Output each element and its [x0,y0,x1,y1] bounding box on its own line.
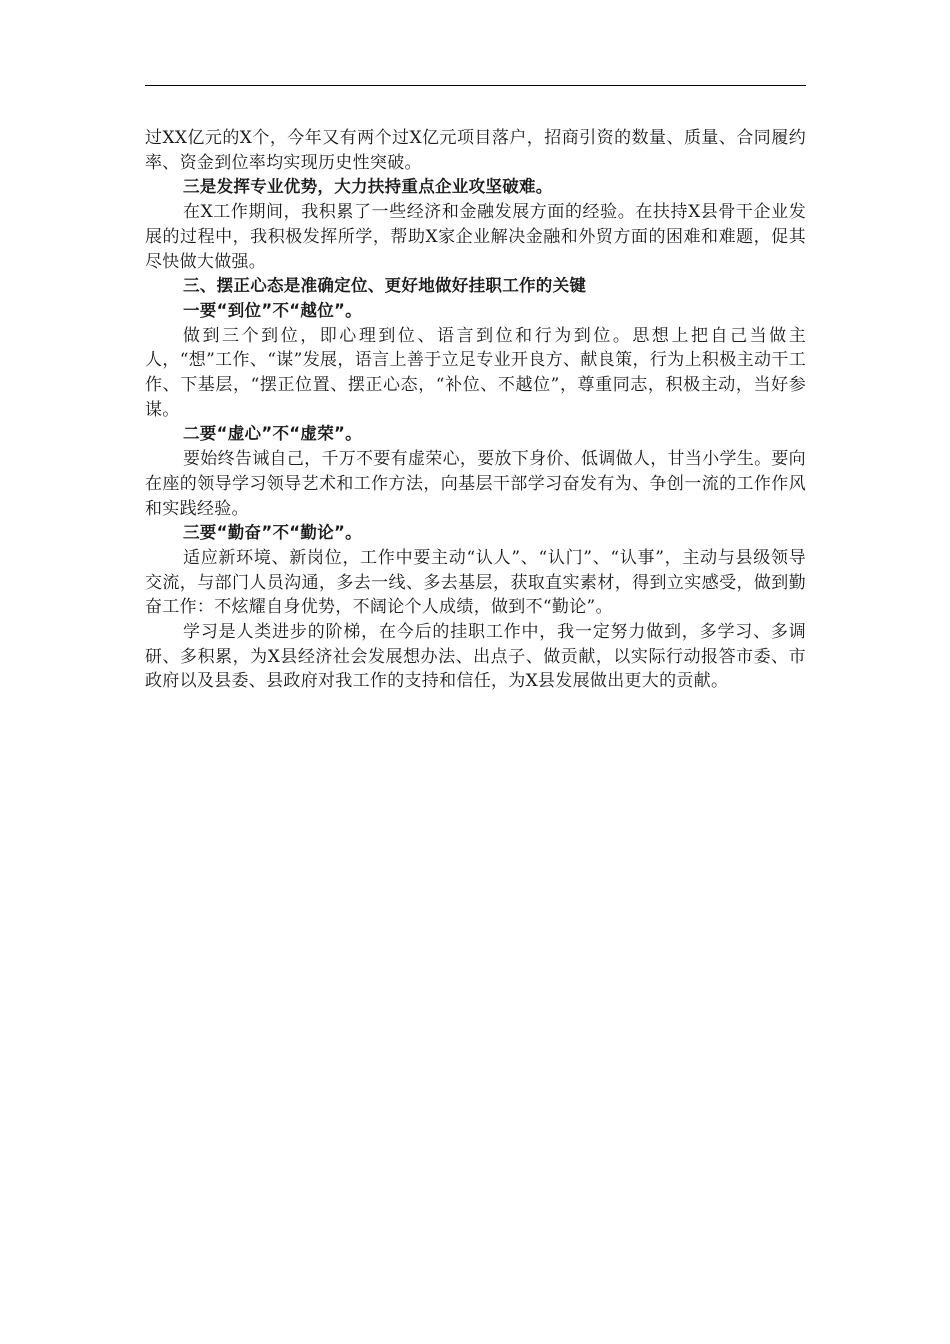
subheading-in-position: 一要“到位”不“越位”。 [183,300,362,320]
paragraph-conclusion: 学习是人类进步的阶梯，在今后的挂职工作中，我一定努力做到，多学习、多调研、多积累，为X县经济社会发展想办法、出点子、做贡献，以实际行动报答市委、市政府以及县委、县政府对我工作的支持和信任，为X县发展做出更大的贡献。 [145,622,806,692]
subheading-diligent: 三要“勤奋”不“勤论”。 [183,523,362,543]
section-heading-mindset: 三、摆正心态是准确定位、更好地做好挂职工作的关键 [183,276,587,296]
paragraph-diligent: 适应新环境、新岗位，工作中要主动“认人”、“认门”、“认事”，主动与县级领导交流，与部门人员沟通，多去一线、多去基层，获取直实素材，得到立实感受，做到勤奋工作：不炫耀自身优势，不阔论个人成绩，做到不“勤论”。 [145,547,806,618]
paragraph-finance-experience: 在X工作期间，我积累了一些经济和金融发展方面的经验。在扶持X县骨干企业发展的过程中，我积极发挥所学，帮助X家企业解决金融和外贸方面的困难和难题，促其尽快做大做强。 [145,202,806,272]
header-rule [145,85,806,86]
paragraph-humble: 要始终告诫自己，千万不要有虚荣心，要放下身价、低调做人，甘当小学生。要向在座的领导学习领导艺术和工作方法，向基层干部学习奋发有为、争创一流的工作作风和实践经验。 [145,449,806,519]
subheading-humble: 二要“虚心”不“虚荣”。 [183,424,362,444]
document-body [145,126,806,694]
paragraph-investment-results: 过XX亿元的X个，今年又有两个过X亿元项目落户，招商引资的数量、质量、合同履约率、资金到位率均实现历史性突破。 [145,128,806,173]
heading-professional-advantage: 三是发挥专业优势，大力扶持重点企业攻坚破难。 [183,177,553,197]
paragraph-three-in-place: 做到三个到位，即心理到位、语言到位和行为到位。思想上把自己当做主人，“想”工作、“谋”发展，语言上善于立足专业开良方、献良策，行为上积极主动干工作、下基层，“摆正位置、摆正心态，“补位、不越位”，尊重同志，积极主动，当好参谋。 [145,325,806,420]
